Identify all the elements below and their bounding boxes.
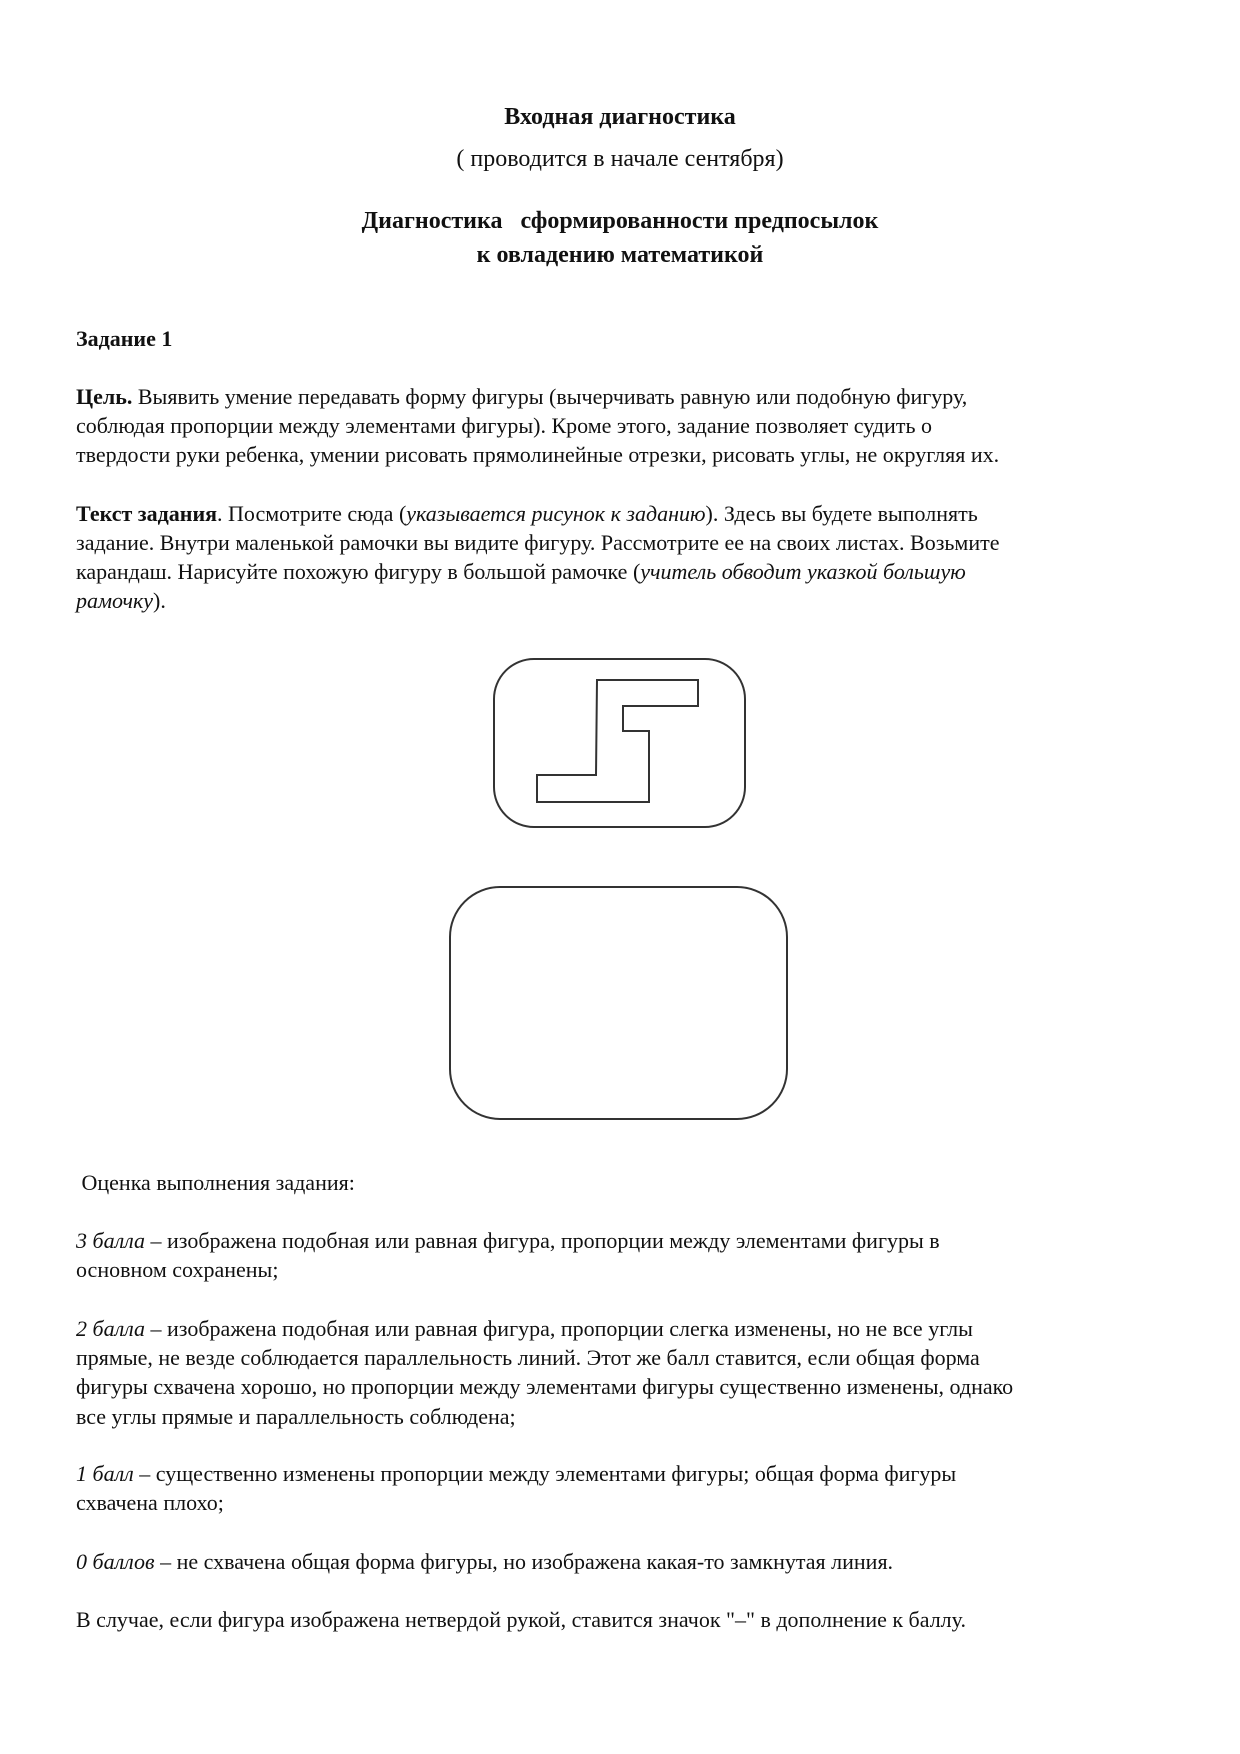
criterion-line: [76, 1461, 956, 1487]
criterion-line: прямые, не везде соблюдается параллельность линий. Этот же балл ставится, если общая форма: [76, 1345, 980, 1370]
goal-label: Цель.: [76, 384, 133, 409]
task-text: . Посмотрите сюда (: [217, 501, 407, 526]
task-text-remark: учитель обводит указкой большую: [640, 559, 966, 584]
task-text: карандаш. Нарисуйте похожую фигуру в большой рамочке (: [76, 559, 641, 584]
document-subtitle: ( проводится в начале сентября): [456, 146, 784, 172]
task-text-remark: рамочку: [76, 588, 154, 613]
document-title: Входная диагностика: [504, 104, 736, 130]
assessment-heading: Оценка выполнения задания:: [76, 1170, 355, 1195]
goal-line: соблюдая пропорции между элементами фигуры). Кроме этого, задание позволяет судить о: [76, 413, 932, 438]
criterion-line: [76, 1549, 893, 1575]
step-figure: [537, 680, 698, 802]
assessment-note: В случае, если фигура изображена нетвердой рукой, ставится значок "–" в дополнение к баллу.: [76, 1607, 966, 1632]
criterion-line: фигуры схвачена хорошо, но пропорции между элементами фигуры существенно изменены, однако: [76, 1374, 1014, 1399]
criterion-text: – изображена подобная или равная фигура, пропорции между элементами фигуры в: [145, 1228, 940, 1253]
task-text: ). Здесь вы будете выполнять: [705, 501, 978, 526]
criterion-score: 1 балл: [76, 1461, 134, 1486]
task-text: ).: [153, 588, 166, 613]
criterion-line: все углы прямые и параллельность соблюдена;: [76, 1404, 516, 1429]
criterion-line: [76, 1316, 973, 1342]
criterion-text: – изображена подобная или равная фигура, пропорции слегка изменены, но не все углы: [145, 1316, 973, 1341]
goal-line: твердости руки ребенка, умении рисовать прямолинейные отрезки, рисовать углы, не округляя их.: [76, 442, 1000, 467]
criterion-score: 2 балла: [76, 1316, 146, 1341]
criterion-text: – существенно изменены пропорции между элементами фигуры; общая форма фигуры: [133, 1461, 957, 1486]
task-text-remark: указывается рисунок к заданию: [406, 501, 706, 526]
section-heading-line-2: к овладению математикой: [476, 242, 764, 268]
large-drawing-frame: [450, 887, 787, 1119]
section-heading-line-1: Диагностика сформированности предпосылок: [361, 208, 879, 234]
criterion-score: 3 балла: [76, 1228, 146, 1253]
criterion-score: 0 баллов: [76, 1549, 155, 1574]
criterion-text: – не схвачена общая форма фигуры, но изображена какая-то замкнутая линия.: [154, 1549, 894, 1574]
task-text-line: задание. Внутри маленькой рамочки вы видите фигуру. Рассмотрите ее на своих листах. Возьмите: [76, 530, 1000, 555]
criterion-line: [76, 1228, 940, 1254]
task-label: Задание 1: [76, 326, 173, 351]
criterion-line: основном сохранены;: [76, 1257, 279, 1282]
criterion-line: схвачена плохо;: [76, 1490, 224, 1515]
task-text-label: Текст задания: [76, 501, 218, 526]
goal-text: Выявить умение передавать форму фигуры (вычерчивать равную или подобную фигуру,: [132, 384, 968, 409]
